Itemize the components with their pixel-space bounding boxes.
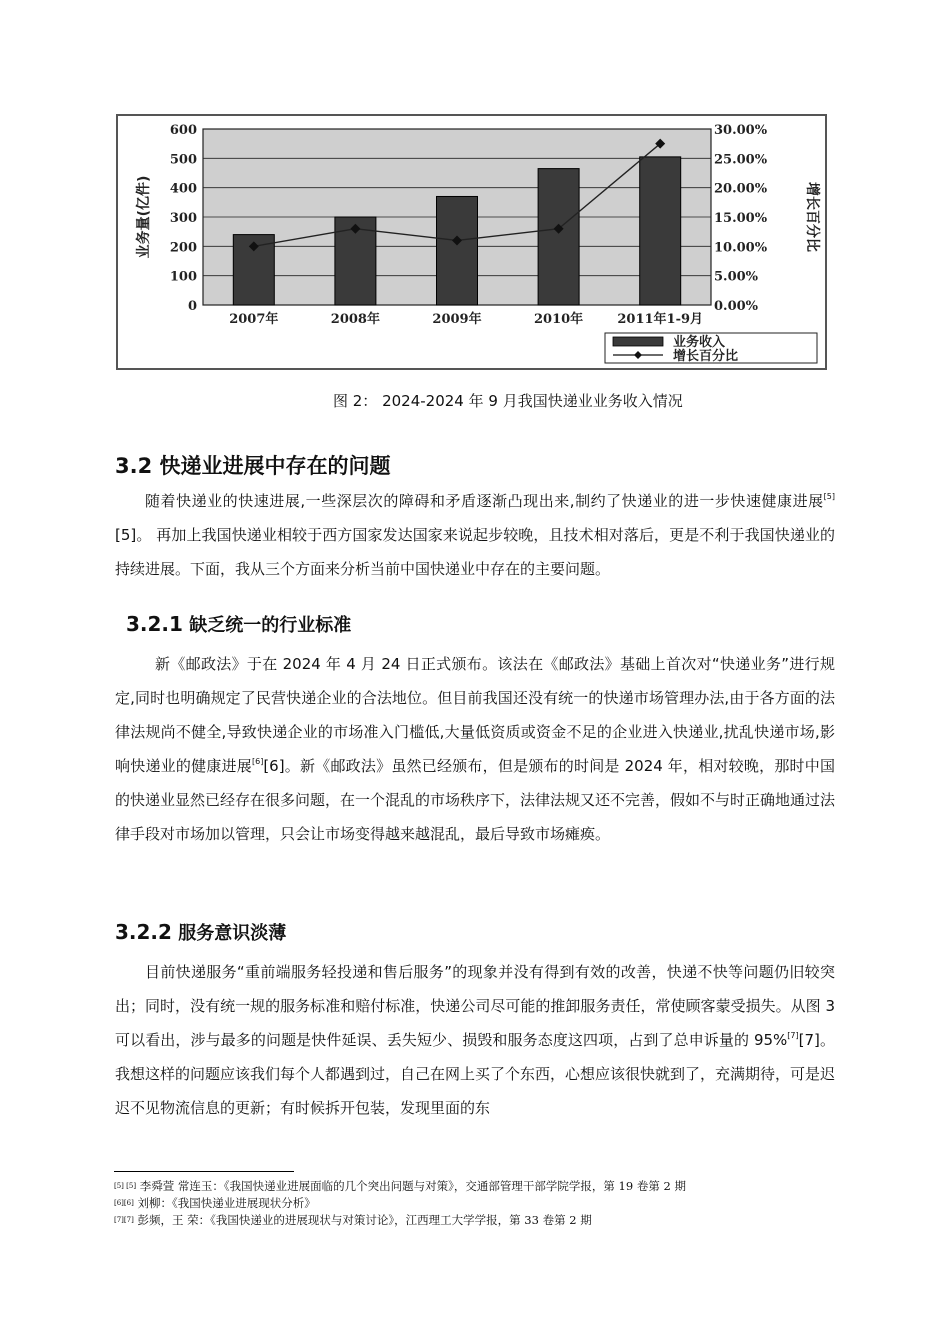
paragraph-text: 目前快递服务“重前端服务轻投递和售后服务”的现象并没有得到有效的改善，快递不快等问题仍旧较突出；同时，没有统一规的服务标准和赔付标准，快递公司尽可能的推卸服务责任，常使顾客蒙受损失。从图 3 可以看出，涉与最多的问题是快件延误、丢失短少、损毁和服务态度这四项，占到了总申诉量的 95%	[115, 963, 835, 1049]
y-tick-label: 500	[169, 152, 197, 168]
y-tick-label: 100	[169, 269, 197, 285]
subsection-title: 服务意识淡薄	[178, 923, 287, 944]
y-tick-label: 0	[187, 299, 197, 314]
paragraph-text: [6]。新《邮政法》虽然已经颁布，但是颁布的时间是 2024 年，相对较晚，那时中国的快递业显然已经存在很多问题，在一个混乱的市场秩序下，法律法规又还不完善，假如不与时正确地通过法律手段对市场加以管理，只会让市场变得越来越混乱，最后导致市场瘫痪。	[115, 757, 836, 843]
y2-tick-label: 0.00%	[714, 299, 759, 314]
y-tick-label: 200	[169, 240, 197, 256]
footnote-text: 李舜萱 常连玉：《我国快递业进展面临的几个突出问题与对策》，交通部管理干部学院学报，第 19 卷第 2 期	[139, 1179, 686, 1193]
bar	[538, 169, 579, 305]
y2-axis-label: 增长百分比	[804, 182, 820, 252]
footnote-divider	[114, 1171, 294, 1172]
footnote-ref: [5]	[823, 492, 835, 501]
footnote-7	[114, 1212, 854, 1229]
x-tick-label: 2007年	[229, 312, 279, 327]
x-tick-label: 2011年1-9月	[617, 312, 704, 327]
y-tick-label: 300	[169, 211, 197, 226]
chart-figure	[116, 114, 827, 370]
section-paragraph	[115, 484, 835, 586]
legend-line-label: 增长百分比	[673, 349, 739, 364]
y2-tick-label: 25.00%	[714, 152, 768, 168]
business-income-chart	[118, 116, 825, 368]
paragraph-text: 新《邮政法》于在 2024 年 4 月 24 日正式颁布。该法在《邮政法》基础上首次对“快递业务”进行规定,同时也明确规定了民营快递企业的合法地位。但目前我国还没有统一的快递市场管理办法,由于各方面的法律法规尚不健全,导致快递企业的市场准入门槛低,大量低资质或资金不足的企业进入快递业,扰乱快递市场,影响快递业的健康进展	[115, 655, 835, 775]
y-tick-label: 600	[169, 123, 197, 138]
footnote-mark: [6][6]	[114, 1199, 134, 1207]
subsection-title: 缺乏统一的行业标准	[189, 615, 352, 636]
legend-bar-label: 业务收入	[673, 335, 726, 350]
paragraph-text: [5]。 再加上我国快递业相较于西方国家发达国家来说起步较晚，且技术相对落后，更是不利于我国快递业的持续进展。下面，我从三个方面来分析当前中国快递业中存在的主要问题。	[115, 526, 835, 578]
footnote-6	[114, 1195, 854, 1212]
y-tick-label: 400	[169, 181, 197, 197]
x-tick-label: 2008年	[330, 312, 380, 327]
footnote-ref: [7]	[787, 1031, 799, 1040]
bar	[437, 196, 478, 305]
paragraph-text: 随着快递业的快速进展,一些深层次的障碍和矛盾逐渐凸现出来,制约了快递业的进一步快速健康进展	[145, 492, 824, 510]
subsection-heading-1	[126, 611, 351, 637]
y2-tick-label: 10.00%	[714, 240, 768, 256]
y2-tick-label: 15.00%	[714, 211, 768, 226]
figure-caption: 图 2： 2024-2024 年 9 月我国快递业业务收入情况	[333, 392, 683, 410]
subsection-heading-2	[115, 919, 286, 945]
footnote-ref: [6]	[251, 757, 264, 766]
footnote-text: 彭频，王 荣：《我国快递业的进展现状与对策讨论》，江西理工大学学报，第 33 卷第 2 期	[137, 1213, 592, 1227]
y2-tick-label: 20.00%	[714, 181, 768, 197]
subsection-number: 3.2.2	[115, 920, 172, 944]
footnote-mark: [5] [5]	[114, 1182, 137, 1190]
paragraph-text: [7]。我想这样的问题应该我们每个人都遇到过，自己在网上买了个东西，心想应该很快就到了，充满期待，可是迟迟不见物流信息的更新；有时候拆开包装，发现里面的东	[115, 1031, 836, 1117]
y2-tick-label: 30.00%	[714, 123, 768, 138]
subsection-paragraph-2	[115, 955, 835, 1125]
subsection-number: 3.2.1	[126, 612, 183, 636]
subsection-paragraph-1	[115, 647, 835, 851]
bar	[640, 157, 681, 305]
footnote-mark: [7][7]	[114, 1216, 134, 1224]
footnote-5	[114, 1178, 854, 1195]
x-tick-label: 2010年	[534, 312, 584, 327]
section-heading: 3.2 快递业进展中存在的问题	[115, 454, 391, 478]
x-tick-label: 2009年	[432, 312, 482, 327]
y-axis-label: 业务量(亿件)	[136, 175, 152, 259]
y2-tick-label: 5.00%	[714, 269, 759, 285]
footnotes	[114, 1178, 854, 1229]
legend-bar-swatch	[613, 337, 663, 346]
footnote-text: 刘柳：《我国快递业进展现状分析》	[137, 1196, 316, 1210]
